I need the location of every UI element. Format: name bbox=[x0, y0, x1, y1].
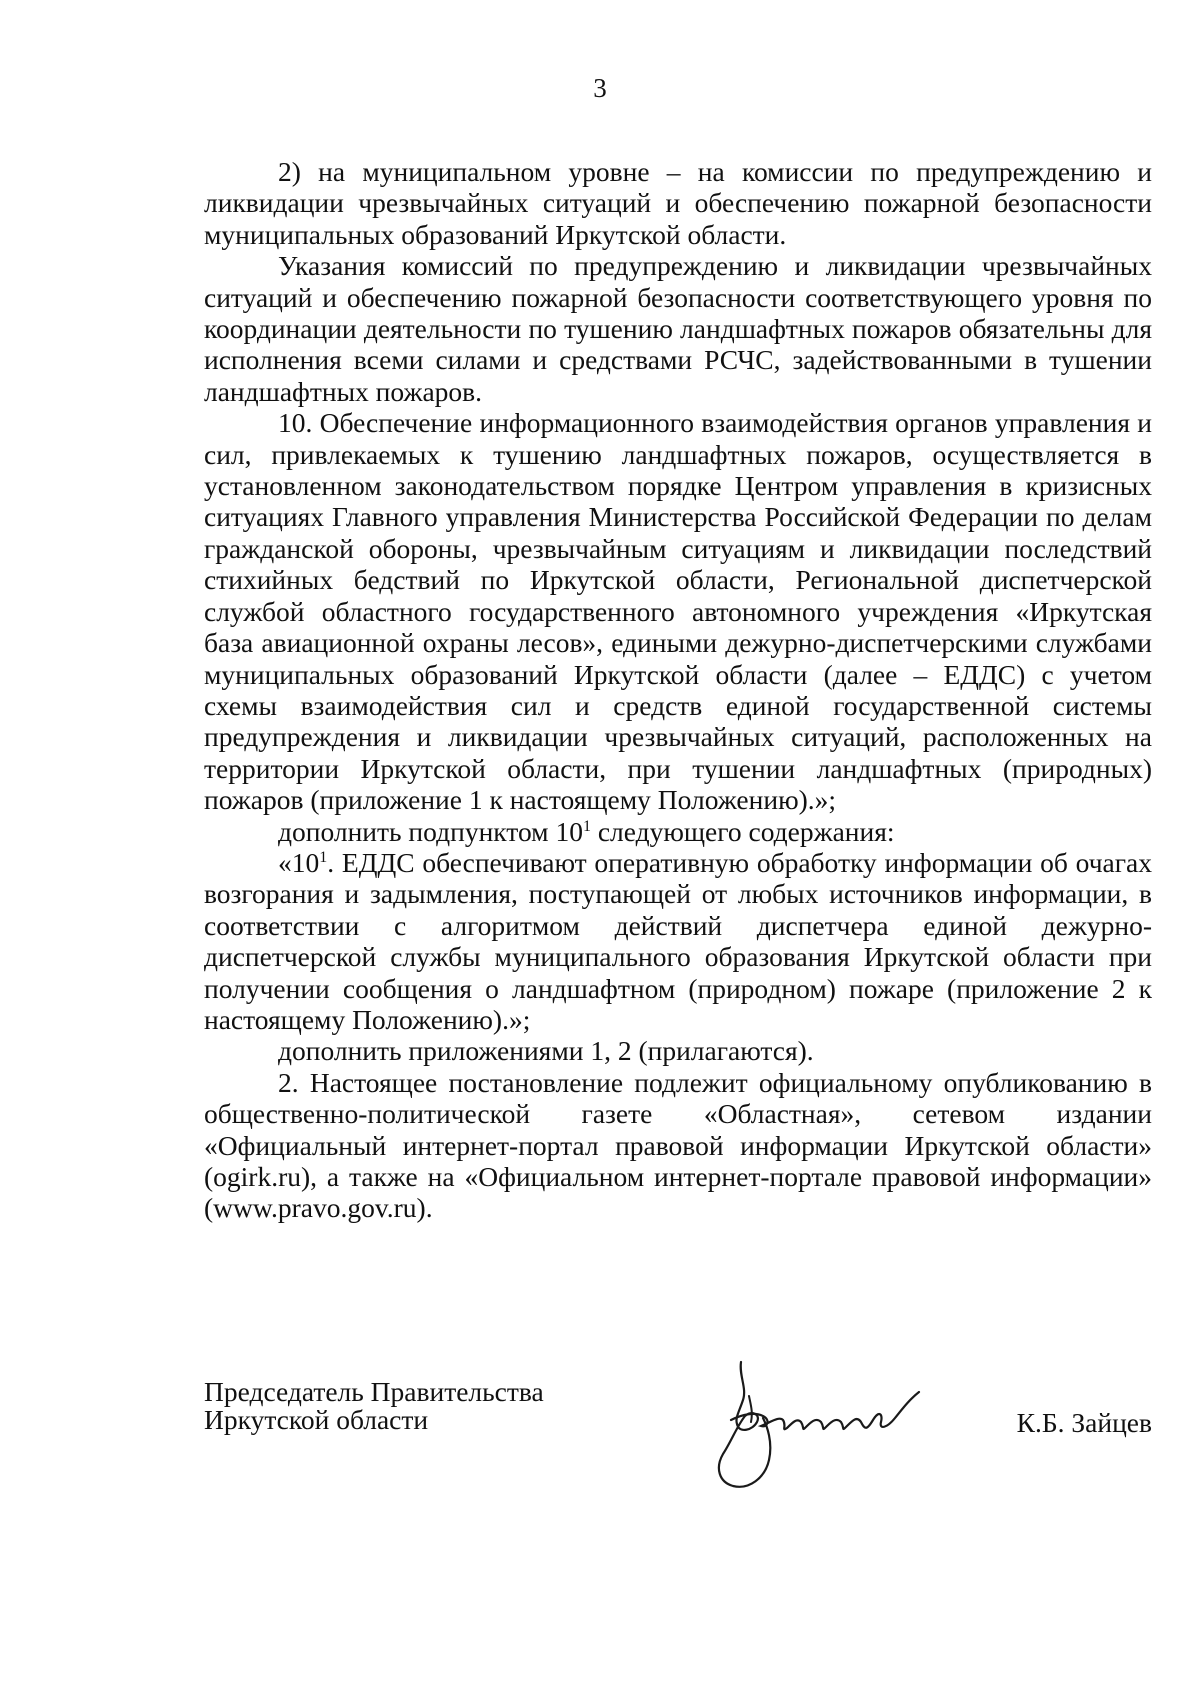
signer-position-line-1: Председатель Правительства bbox=[204, 1376, 544, 1407]
paragraph-add-subclause-tail: следующего содержания: bbox=[590, 815, 895, 847]
paragraph-subclause-10-1 bbox=[204, 847, 1152, 1035]
signer-position-line-2: Иркутской области bbox=[204, 1404, 429, 1435]
handwritten-signature bbox=[709, 1356, 939, 1496]
signer-position bbox=[204, 1378, 544, 1434]
paragraph-add-subclause bbox=[204, 816, 1152, 847]
document-body bbox=[204, 156, 1152, 1224]
paragraph-subclause-10-1-start: «10 bbox=[278, 846, 320, 878]
paragraph-add-subclause-text: дополнить подпунктом 10 bbox=[278, 815, 583, 847]
paragraph-subclause-10-1-text: . ЕДДС обеспечивают оперативную обработку информации об очагах возгорания и задымления, поступающей от любых источников информации, в соответствии с алгоритмом действий диспетчера единой дежурно-диспетчерской службы муниципального образования Иркутской области при получении сообщения о ландшафтном (природном) пожаре (приложение 2 к настоящему Положению).»; bbox=[204, 846, 1152, 1035]
page-number: 3 bbox=[593, 73, 607, 103]
paragraph-municipal-level: 2) на муниципальном уровне – на комиссии по предупреждению и ликвидации чрезвычайных ситуаций и обеспечению пожарной безопасности муниципальных образований Иркутской области. bbox=[204, 156, 1152, 250]
paragraph-commission-instructions: Указания комиссий по предупреждению и ликвидации чрезвычайных ситуаций и обеспечению пожарной безопасности соответствующего уровня по координации деятельности по тушению ландшафтных пожаров обязательны для исполнения всеми силами и средствами РСЧС, задействованными в тушении ландшафтных пожаров. bbox=[204, 250, 1152, 407]
paragraph-information-interaction: 10. Обеспечение информационного взаимодействия органов управления и сил, привлекаемых к тушению ландшафтных пожаров, осуществляется в установленном законодательством порядке Центром управления в кризисных ситуациях Главного управления Министерства Российской Федерации по делам гражданской обороны, чрезвычайным ситуациям и ликвидации последствий стихийных бедствий по Иркутской области, Региональной диспетчерской службой областного государственного автономного учреждения «Иркутская база авиационной охраны лесов», едиными дежурно-диспетчерскими службами муниципальных образований Иркутской области (далее – ЕДДС) с учетом схемы взаимодействия сил и средств единой государственной системы предупреждения и ликвидации чрезвычайных ситуаций, расположенных на территории Иркутской области, при тушении ландшафтных (природных) пожаров (приложение 1 к настоящему Положению).»; bbox=[204, 407, 1152, 816]
paragraph-add-appendices: дополнить приложениями 1, 2 (прилагаются). bbox=[278, 1035, 814, 1067]
superscript-index: 1 bbox=[319, 848, 328, 866]
signature-block bbox=[204, 1378, 1152, 1508]
paragraph-publication: 2. Настоящее постановление подлежит официальному опубликованию в общественно-политической газете «Областная», сетевом издании «Официальный интернет-портал правовой информации Иркутской области» (ogirk.ru), а также на «Официальном интернет-портале правовой информации» (www.pravo.gov.ru). bbox=[204, 1066, 1152, 1224]
superscript-index: 1 bbox=[582, 817, 591, 835]
signer-name: К.Б. Зайцев bbox=[1016, 1407, 1152, 1438]
